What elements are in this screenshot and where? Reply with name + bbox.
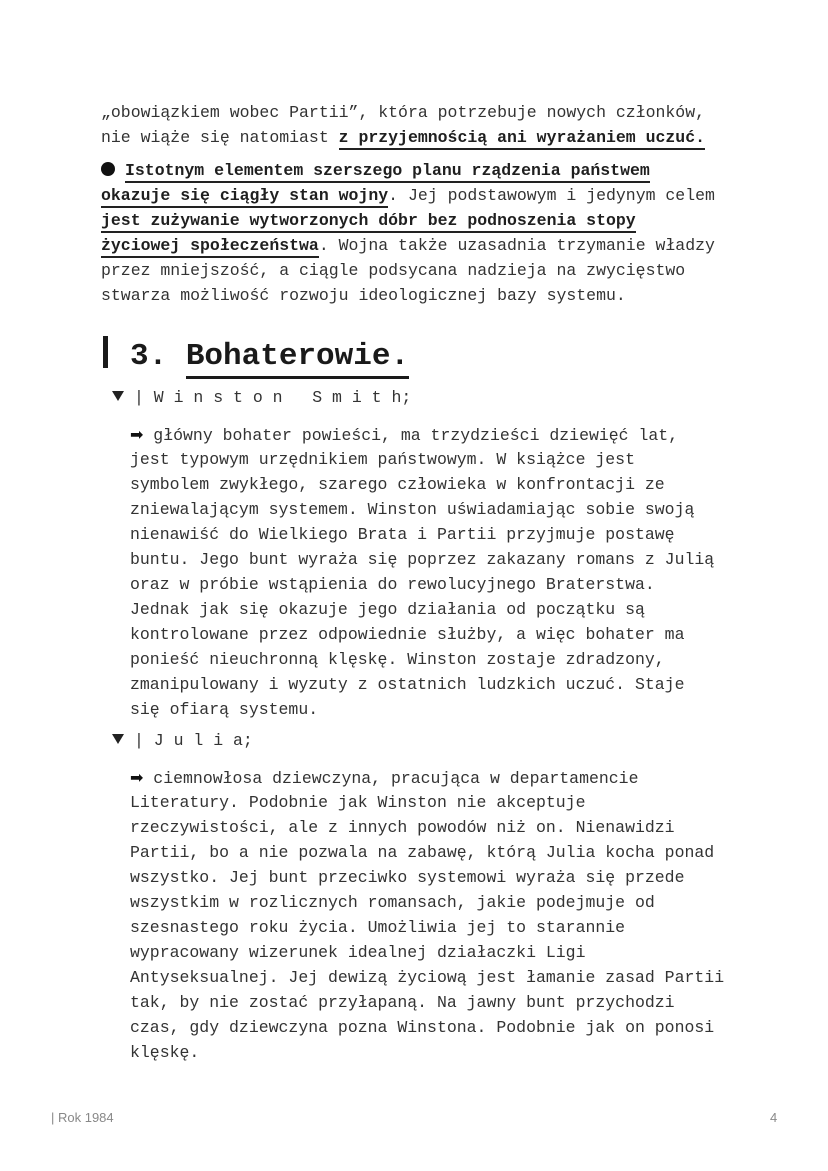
hero-heading-julia[interactable] [112,731,253,750]
key-point-paragraph [101,158,715,308]
hero-name: | W i n s t o n S m i t h; [134,388,412,407]
hero-line: Partii, bo a nie pozwala na zabawę, którą Julia kocha ponad [130,843,715,862]
hero-description-julia [130,765,724,1065]
point-emphasis: życiowej społeczeństwa [101,236,319,258]
section-number: 3. [130,339,168,374]
hero-line: zniewalającym systemem. Winston uświadamiając sobie swoją [130,500,695,519]
collapse-triangle-icon[interactable] [112,391,124,401]
point-line [101,183,715,208]
point-line [101,233,715,258]
hero-line: Jednak jak się okazuje jego działania od początku są [130,600,645,619]
hero-line: zmanipulowany i wyzuty z ostatnich ludzkich uczuć. Staje [130,675,685,694]
point-text: . Wojna także uzasadnia trzymanie władzy [318,236,715,255]
hero-line: kontrolowane przez odpowiednie służby, a więc bohater ma [130,625,685,644]
hero-line: tak, by nie zostać przyłapaną. Na jawny bunt przychodzi [130,993,675,1012]
hero-line: jest typowym urzędnikiem państwowym. W książce jest [130,450,635,469]
footer-title: | Rok 1984 [51,1110,114,1125]
hero-line: Antyseksualnej. Jej dewizą życiową jest łamanie zasad Partii [130,968,725,987]
point-emphasis: okazuje się ciągły stan wojny [101,186,388,208]
hero-line: ponieść nieuchronną klęskę. Winston zostaje zdradzony, [130,650,665,669]
hero-text: ciemnowłosa dziewczyna, pracująca w departamencie [143,769,639,788]
point-line [101,158,715,183]
hero-text: główny bohater powieści, ma trzydzieści dziewięć lat, [143,426,679,445]
point-line [101,208,715,233]
hero-line: klęskę. [130,1043,200,1062]
hero-heading-winston[interactable] [112,388,411,407]
point-emphasis: Istotnym elementem szerszego planu rządzenia państwem [125,161,650,183]
hero-line: czas, gdy dziewczyna pozna Winstona. Podobnie jak on ponosi [130,1018,715,1037]
hero-line: wszystkim w rozlicznych romansach, jakie podejmuje od [130,893,655,912]
hero-line [130,765,724,790]
hero-line: wypracowany wizerunek idealnej działaczki Ligi [130,943,586,962]
section-heading [103,336,409,374]
hero-line: symbolem zwykłego, szarego człowieka w konfrontacji ze [130,475,665,494]
bullet-icon [101,162,115,176]
hero-line: nienawiść do Wielkiego Brata i Partii przyjmuje postawę [130,525,675,544]
point-text: . Jej podstawowym i jedynym celem [388,186,715,205]
hero-line: szesnastego roku życia. Umożliwia jej to starannie [130,918,626,937]
hero-line: rzeczywistości, ale z innych powodów niż on. Nienawidzi [130,818,675,837]
hero-line: się ofiarą systemu. [130,700,319,719]
intro-paragraph [101,100,705,150]
point-line: przez mniejszość, a ciągle podsycana nadzieja na zwycięstwo [101,261,686,280]
point-line: stwarza możliwość rozwoju ideologicznej bazy systemu. [101,286,626,305]
hero-line: wszystko. Jej bunt przeciwko systemowi wyraża się przede [130,868,685,887]
section-title: Bohaterowie. [186,339,409,379]
point-emphasis: jest zużywanie wytworzonych dóbr bez podnoszenia stopy [101,211,636,233]
hero-name: | J u l i a; [134,731,253,750]
page-number: 4 [770,1110,778,1125]
intro-emphasis: z przyjemnością ani wyrażaniem uczuć. [339,128,705,150]
intro-line [101,125,705,150]
hero-line: Literatury. Podobnie jak Winston nie akceptuje [130,793,586,812]
hero-line [130,422,714,447]
intro-line: „obowiązkiem wobec Partii”, która potrzebuje nowych członków, [101,103,705,122]
right-arrow-icon: ➡ [130,425,144,444]
right-arrow-icon: ➡ [130,768,144,787]
collapse-triangle-icon[interactable] [112,734,124,744]
hero-line: buntu. Jego bunt wyraża się poprzez zakazany romans z Julią [130,550,715,569]
intro-text: nie wiąże się natomiast [101,128,339,147]
hero-description-winston [130,422,714,722]
heading-bar [103,336,108,368]
hero-line: oraz w próbie wstąpienia do rewolucyjnego Braterstwa. [130,575,655,594]
